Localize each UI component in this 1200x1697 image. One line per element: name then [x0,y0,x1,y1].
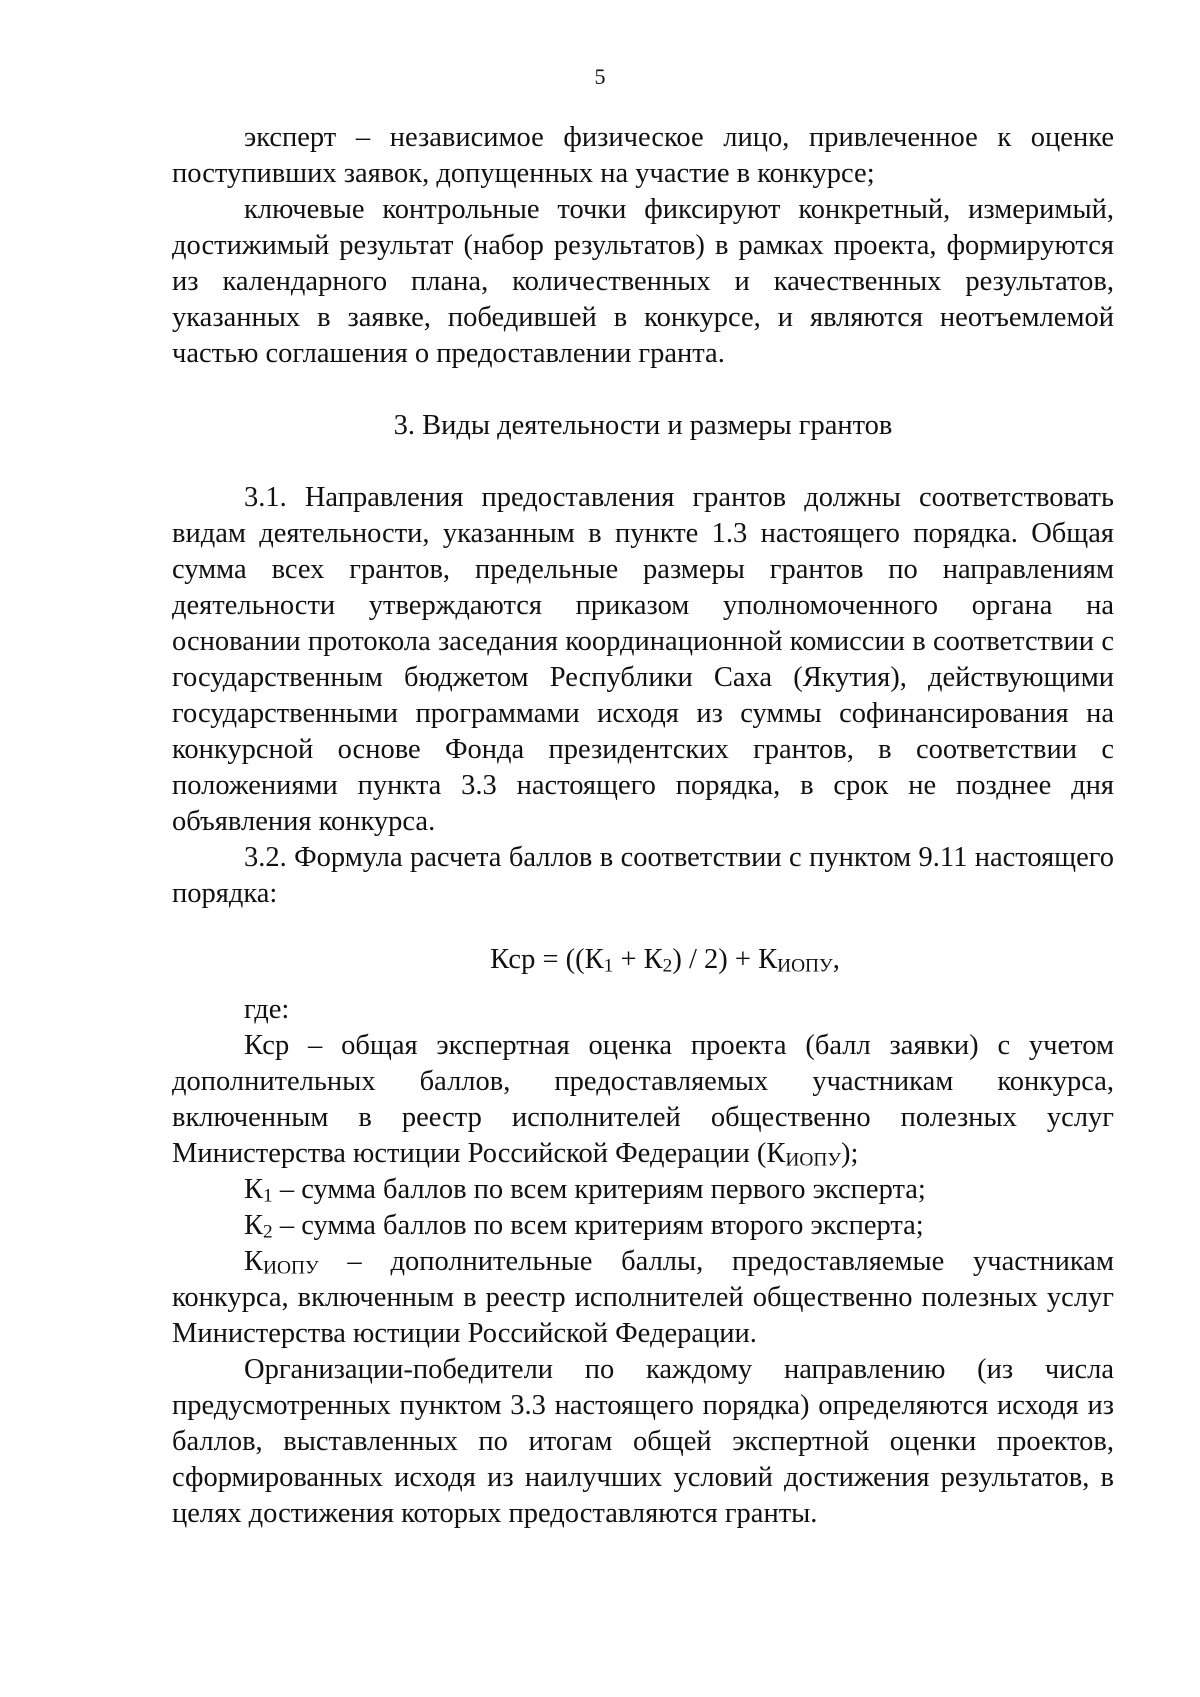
formula-sub-1: 1 [603,955,614,977]
k1-definition-text: – сумма баллов по всем критериям первого эксперта; [272,1174,926,1205]
kiopu-symbol: К [244,1246,264,1277]
ksr-definition-text: Кср – общая экспертная оценка проекта (балл заявки) с учетом дополнительных баллов, предоставляемых участникам конкурса, включенным в реестр исполнителей общественно полезных услуг Министерства юстиции Российской Федерации (К [172,1030,1114,1169]
formula-end: , [832,944,840,975]
k2-sub: 2 [263,1221,273,1243]
paragraph-3-2: 3.2. Формула расчета баллов в соответствии с пунктом 9.11 настоящего порядка: [172,842,1114,909]
ksr-definition-end: ); [841,1138,859,1169]
paragraph-k2-definition [172,1208,1114,1244]
paragraph-ksr-definition [172,1028,1114,1172]
k2-definition-text: – сумма баллов по всем критериям второго эксперта; [272,1210,924,1241]
paragraph-k1-definition [172,1172,1114,1208]
formula-lhs: Кср = ((К [490,944,604,975]
ksr-sub-iopu: ИОПУ [785,1149,842,1171]
formula-sub-2: 2 [662,955,673,977]
kiopu-sub: ИОПУ [263,1257,319,1279]
paragraph-key-points-definition: ключевые контрольные точки фиксируют конкретный, измеримый, достижимый результат (набор результатов) в рамках проекта, формируются из календарного плана, количественных и качественных результатов, указанных в заявке, победившей в конкурсе, и являются неотъемлемой частью соглашения о предоставлении гранта. [172,194,1114,369]
document-body [172,120,1114,1532]
k1-symbol: К [244,1174,264,1205]
paragraph-kiopu-definition [172,1244,1114,1352]
formula-sub-iopu: ИОПУ [777,955,833,977]
formula-mid: + К [613,944,663,975]
k2-symbol: К [244,1210,264,1241]
paragraph-where: где: [244,994,290,1025]
paragraph-3-1: 3.1. Направления предоставления грантов должны соответствовать видам деятельности, указанным в пункте 1.3 настоящего порядка. Общая сумма всех грантов, предельные размеры грантов по направлениям деятельности утверждаются приказом уполномоченного органа на основании протокола заседания координационной комиссии в соответствии с государственным бюджетом Республики Саха (Якутия), действующими государственными программами исходя из суммы софинансирования на конкурсной основе Фонда президентских грантов, в соответствии с положениями пункта 3.3 настоящего порядка, в срок не позднее дня объявления конкурса. [172,482,1114,837]
kiopu-definition-text: – дополнительные баллы, предоставляемые участникам конкурса, включенным в реестр исполнителей общественно полезных услуг Министерства юстиции Российской Федерации. [172,1246,1114,1349]
formula-after-k2: ) / 2) + К [672,944,778,975]
page-number: 5 [594,64,606,89]
paragraph-expert-definition: эксперт – независимое физическое лицо, привлеченное к оценке поступивших заявок, допущенных на участие в конкурсе; [172,122,1114,189]
score-formula [172,942,1114,978]
paragraph-winners: Организации-победители по каждому направлению (из числа предусмотренных пунктом 3.3 настоящего порядка) определяются исходя из баллов, выставленных по итогам общей экспертной оценки проектов, сформированных исходя из наилучших условий достижения результатов, в целях достижения которых предоставляются гранты. [172,1354,1114,1529]
section-heading: 3. Виды деятельности и размеры грантов [393,410,893,441]
k1-sub: 1 [263,1185,273,1207]
